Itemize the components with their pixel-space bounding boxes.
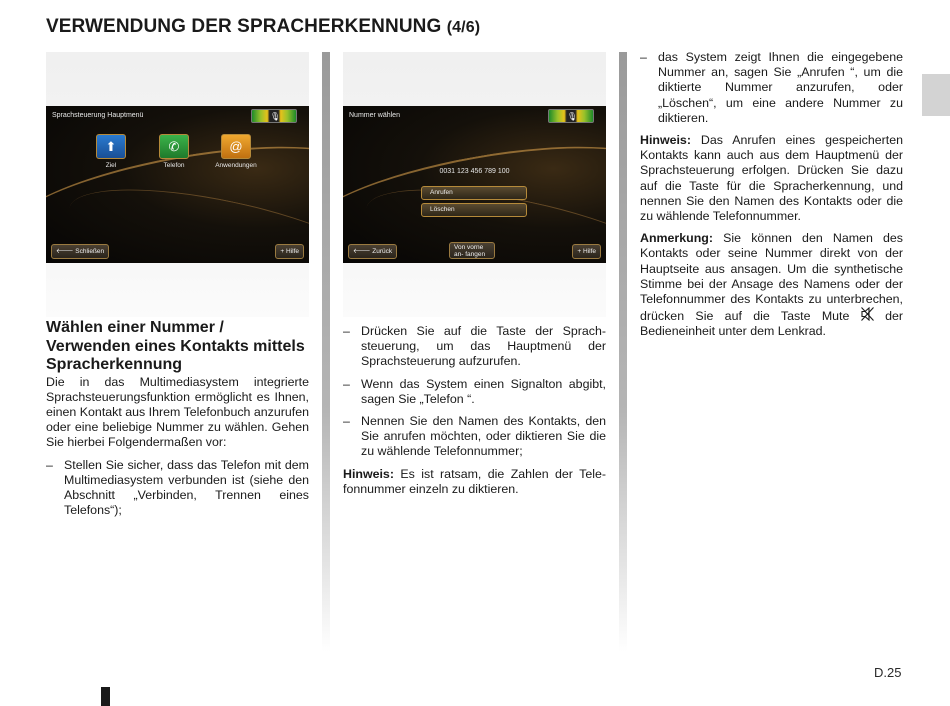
list-item-text: Stellen Sie sicher, dass das Telefon mit dem Multimediasystem verbunden ist (siehe den Abschnitt „Verbinden, Trennen eines Telefons“); <box>64 457 309 518</box>
help-button[interactable] <box>572 244 601 259</box>
delete-option[interactable]: Löschen <box>421 203 527 217</box>
restart-button-label: Von vorne an- fangen <box>454 244 486 258</box>
page-title-part: (4/6) <box>446 19 481 36</box>
column-separator <box>322 52 330 652</box>
mute-icon <box>861 307 874 322</box>
intro-paragraph: Die in das Multimediasystem integrierte Sprachsteuerungsfunktion ermöglicht es Ihnen, einen Kontakt aus Ihrem Telefonbuch anzurufen oder eine beliebige Nummer zu wählen. Gehen Sie hierbei Folgendermaßen vor: <box>46 374 309 450</box>
back-button-label: Zurück <box>372 248 393 255</box>
back-arrow-icon: 🡐 <box>56 248 74 255</box>
list-item-text: das System zeigt Ihnen die eingegebene Nummer an, sagen Sie „Anrufen “, um die diktierte Nummer anzurufen, oder „Löschen“, um eine andere Nummer zu diktieren. <box>658 50 903 125</box>
help-button-label: Hilfe <box>285 248 299 255</box>
app-label-telefon: Telefon <box>163 162 185 169</box>
microphone-icon: 🎙 <box>270 112 281 121</box>
plus-icon: + <box>577 248 582 255</box>
chapter-tab <box>922 74 950 116</box>
note-label: Hinweis: <box>343 466 394 481</box>
list-item-text: Nennen Sie den Namen des Kontakts, den Sie anrufen möchten, oder diktieren Sie die zu wählende Telefonnummer; <box>361 414 606 459</box>
app-label-ziel: Ziel <box>105 162 117 169</box>
voice-level-indicator <box>548 109 594 123</box>
note-paragraph <box>640 133 903 224</box>
restart-button[interactable] <box>449 242 495 259</box>
page-title-text: VERWENDUNG DER SPRACHERKENNUNG <box>46 16 442 37</box>
back-button[interactable] <box>348 244 397 259</box>
applications-icon[interactable]: @ <box>221 134 251 159</box>
note-paragraph <box>343 467 606 497</box>
remark-paragraph <box>640 231 903 339</box>
close-button-label: Schließen <box>75 248 105 255</box>
help-button-label: Hilfe <box>582 248 596 255</box>
column-2 <box>343 52 606 497</box>
note-label: Hinweis: <box>640 133 691 148</box>
screenshot-frame <box>46 52 309 317</box>
column-separator <box>619 52 627 652</box>
back-arrow-icon: 🡐 <box>353 248 371 255</box>
list-item: – das System zeigt Ihnen die eingegebene Nummer an, sagen Sie „Anrufen “, um die diktierte Nummer anzurufen, oder „Löschen“, um eine andere Nummer zu diktieren. <box>640 50 903 125</box>
voice-level-indicator <box>251 109 297 123</box>
section-heading: Wählen einer Nummer / Verwenden eines Kontakts mittels Spracherkennung <box>46 319 305 373</box>
phone-icon[interactable]: ✆ <box>159 134 189 159</box>
remark-text-end: der Bedieneinheit unter dem Lenkrad. <box>640 309 904 339</box>
step-list <box>640 50 903 126</box>
remark-text: Sie können den Namen des Kontakts oder seine Nummer direkt von der Hauptseite aus ansagen. Um die synthetische Stimme bei der Ansage des Namens oder der Telefonnummer des Kontakts zu unterbrechen, drücken Sie auf die Taste Mute <box>640 231 903 324</box>
app-label-anwendungen: Anwendungen <box>215 162 257 169</box>
list-item: – Wenn das System einen Signalton abgibt, sagen Sie „Telefon “. <box>343 376 606 406</box>
close-button[interactable] <box>51 244 109 259</box>
list-item: – Stellen Sie sicher, dass das Telefon mit dem Multimediasystem verbunden ist (siehe den Abschnitt „Verbinden, Trennen eines Telefons“); <box>46 457 309 518</box>
plus-icon: + <box>280 248 285 255</box>
print-mark <box>101 687 110 706</box>
dialed-number: 0031 123 456 789 100 <box>439 168 510 175</box>
help-button[interactable] <box>275 244 304 259</box>
note-text: Das Anrufen eines gespeicherten Kontakts kann auch aus dem Hauptmenü der Sprachsteuerung erfolgen. Drücken Sie dazu auf die Taste für die Spracherkennung, und nennen Sie den Namen des Kontakts oder die zu wählende Telefonnummer. <box>640 133 903 224</box>
dial-number-screen <box>343 106 606 263</box>
remark-label: Anmerkung: <box>640 231 713 246</box>
call-option[interactable]: Anrufen <box>421 186 527 200</box>
microphone-icon: 🎙 <box>567 112 578 121</box>
list-item-text: Wenn das System einen Signalton abgibt, sagen Sie „Telefon “. <box>361 376 606 406</box>
list-item: – Nennen Sie den Namen des Kontakts, den Sie anrufen möchten, oder diktieren Sie die zu wählende Telefonnummer; <box>343 414 606 459</box>
navigation-icon[interactable]: ⬆ <box>96 134 126 159</box>
note-text: Es ist ratsam, die Zahlen der Telefonnummer einzeln zu diktieren. <box>343 466 606 496</box>
step-list <box>46 458 309 519</box>
screen-title: Sprachsteuerung Hauptmenü <box>52 112 144 119</box>
step-list <box>343 324 606 460</box>
page-title <box>46 16 480 38</box>
screen-title: Nummer wählen <box>349 112 400 119</box>
column-1 <box>46 52 309 518</box>
screenshot-frame <box>343 52 606 317</box>
voice-main-menu-screen <box>46 106 309 263</box>
page-number: D.25 <box>874 665 902 680</box>
list-item: – Drücken Sie auf die Taste der Sprachsteuerung, um das Hauptmenü der Sprachsteuerung aufzurufen. <box>343 324 606 369</box>
column-3 <box>640 50 903 340</box>
list-item-text: Drücken Sie auf die Taste der Sprachsteuerung, um das Hauptmenü der Sprachsteuerung aufzurufen. <box>361 324 606 369</box>
